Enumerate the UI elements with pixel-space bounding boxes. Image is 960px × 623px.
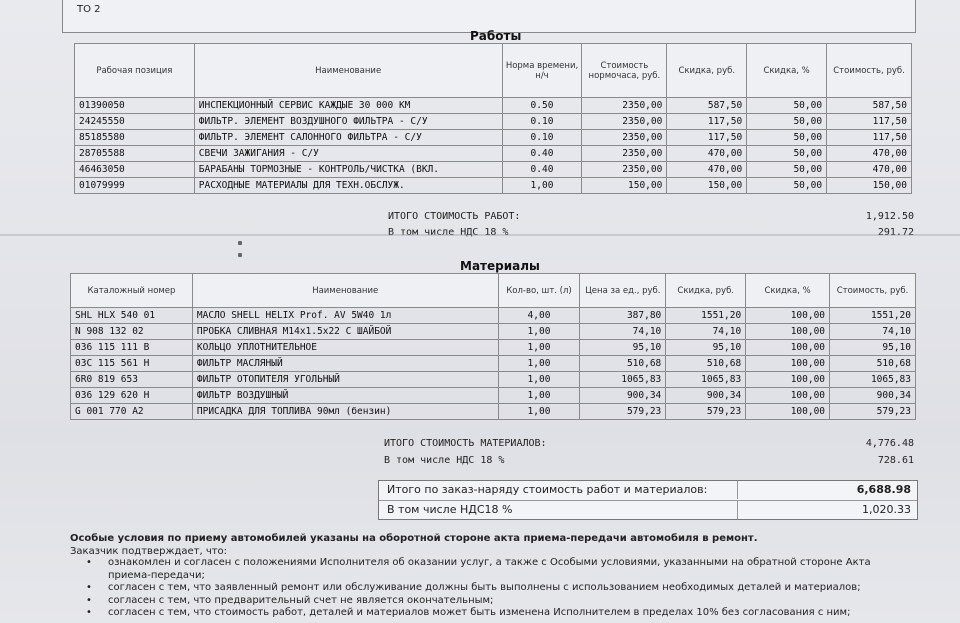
cell: 50,00 xyxy=(747,114,827,130)
table-row xyxy=(75,162,912,178)
cell: 1,00 xyxy=(502,178,582,194)
works-col-rate: Стоимость нормочаса, руб. xyxy=(582,44,667,98)
materials-totals xyxy=(384,438,914,470)
cell: 470,00 xyxy=(827,146,912,162)
cell: 117,50 xyxy=(667,114,747,130)
cell: 1065,83 xyxy=(580,372,666,388)
cell: 95,10 xyxy=(580,340,666,356)
cell: 900,34 xyxy=(830,388,916,404)
cell: БАРАБАНЫ ТОРМОЗНЫЕ - КОНТРОЛЬ/ЧИСТКА (ВКЛ. xyxy=(194,162,502,178)
cell: 50,00 xyxy=(747,98,827,114)
cell: 1,00 xyxy=(498,340,580,356)
table-row xyxy=(71,308,916,324)
table-row xyxy=(71,372,916,388)
cell: 0.10 xyxy=(502,114,582,130)
cell: 01390050 xyxy=(75,98,195,114)
cell: 0.10 xyxy=(502,130,582,146)
cell: 03C 115 561 H xyxy=(71,356,193,372)
list-item: • согласен с тем, что предварительный счет не является окончательным; xyxy=(108,595,940,608)
works-vat-label: В том числе НДС 18 % xyxy=(388,227,509,238)
materials-col-discount-rub: Скидка, руб. xyxy=(666,274,746,308)
cell: 100,00 xyxy=(746,324,830,340)
table-row xyxy=(71,324,916,340)
cell: 2350,00 xyxy=(582,146,667,162)
grand-total-row xyxy=(379,481,917,499)
works-table xyxy=(74,43,912,194)
grand-total-label: Итого по заказ-наряду стоимость работ и материалов: xyxy=(387,483,708,496)
cell: 74,10 xyxy=(580,324,666,340)
cell: ФИЛЬТР ВОЗДУШНЫЙ xyxy=(192,388,498,404)
works-total-value: 1,912.50 xyxy=(865,211,914,222)
special-conditions xyxy=(70,533,940,620)
cell: 100,00 xyxy=(746,404,830,420)
cell: РАСХОДНЫЕ МАТЕРИАЛЫ ДЛЯ ТЕХН.ОБСЛУЖ. xyxy=(194,178,502,194)
cell: 0.40 xyxy=(502,146,582,162)
grand-total-box xyxy=(378,480,918,520)
cell: 150,00 xyxy=(582,178,667,194)
table-row xyxy=(71,404,916,420)
cell: 24245550 xyxy=(75,114,195,130)
cell: КОЛЬЦО УПЛОТНИТЕЛЬНОЕ xyxy=(192,340,498,356)
materials-col-catalog: Каталожный номер xyxy=(71,274,193,308)
cell: 1,00 xyxy=(498,404,580,420)
cell: SHL HLX 540 01 xyxy=(71,308,193,324)
cell: 6R0 819 653 xyxy=(71,372,193,388)
grand-total-value: 6,688.98 xyxy=(737,481,917,499)
cell: 387,80 xyxy=(580,308,666,324)
cell: N 908 132 02 xyxy=(71,324,193,340)
cell: 50,00 xyxy=(747,146,827,162)
cell: 50,00 xyxy=(747,162,827,178)
cell: 2350,00 xyxy=(582,114,667,130)
marker-dot xyxy=(238,253,242,257)
cell: ФИЛЬТР. ЭЛЕМЕНТ САЛОННОГО ФИЛЬТРА - С/У xyxy=(194,130,502,146)
grand-vat-label: В том числе НДС18 % xyxy=(387,503,513,516)
cell: 510,68 xyxy=(830,356,916,372)
table-row xyxy=(75,178,912,194)
cell: 1551,20 xyxy=(666,308,746,324)
cell: 1,00 xyxy=(498,324,580,340)
cell: 470,00 xyxy=(667,162,747,178)
works-col-discount-rub: Скидка, руб. xyxy=(667,44,747,98)
works-col-norm: Норма времени, н/ч xyxy=(502,44,582,98)
table-row xyxy=(75,98,912,114)
paper-fold xyxy=(0,234,960,236)
cell: 510,68 xyxy=(580,356,666,372)
cell: 100,00 xyxy=(746,372,830,388)
works-col-discount-pct: Скидка, % xyxy=(747,44,827,98)
cell: ПРОБКА СЛИВНАЯ M14x1.5x22 С ШАЙБОЙ xyxy=(192,324,498,340)
service-label: ТО 2 xyxy=(77,4,101,15)
cell: 0.40 xyxy=(502,162,582,178)
materials-vat-label: В том числе НДС 18 % xyxy=(384,455,505,466)
cell: 117,50 xyxy=(667,130,747,146)
cell: 0.50 xyxy=(502,98,582,114)
materials-vat-value: 728.61 xyxy=(877,455,914,466)
materials-title: Материалы xyxy=(460,259,540,273)
cell: 50,00 xyxy=(747,178,827,194)
cell: 74,10 xyxy=(830,324,916,340)
cell: ИНСПЕКЦИОННЫЙ СЕРВИС КАЖДЫЕ 30 000 КМ xyxy=(194,98,502,114)
works-col-cost: Стоимость, руб. xyxy=(827,44,912,98)
cell: 587,50 xyxy=(667,98,747,114)
cell: ФИЛЬТР. ЭЛЕМЕНТ ВОЗДУШНОГО ФИЛЬТРА - С/У xyxy=(194,114,502,130)
materials-col-qty: Кол-во, шт. (л) xyxy=(498,274,580,308)
cell: 036 115 111 B xyxy=(71,340,193,356)
cell: 100,00 xyxy=(746,356,830,372)
cell: 85185580 xyxy=(75,130,195,146)
conditions-list xyxy=(70,557,940,620)
cell: 95,10 xyxy=(666,340,746,356)
cell: ПРИСАДКА ДЛЯ ТОПЛИВА 90мл (бензин) xyxy=(192,404,498,420)
cell: 036 129 620 H xyxy=(71,388,193,404)
cell: 74,10 xyxy=(666,324,746,340)
list-item: • согласен с тем, что стоимость работ, деталей и материалов может быть изменена Исполнителем в пределах 10% без согласования с ним; xyxy=(108,607,940,620)
cell: 470,00 xyxy=(667,146,747,162)
materials-col-price: Цена за ед., руб. xyxy=(580,274,666,308)
works-col-position: Рабочая позиция xyxy=(75,44,195,98)
cell: 28705588 xyxy=(75,146,195,162)
cell: G 001 770 A2 xyxy=(71,404,193,420)
works-total-label: ИТОГО СТОИМОСТЬ РАБОТ: xyxy=(388,211,521,222)
cell: 510,68 xyxy=(666,356,746,372)
works-title: Работы xyxy=(470,29,522,43)
cell: 900,34 xyxy=(666,388,746,404)
cell: 1065,83 xyxy=(830,372,916,388)
table-row xyxy=(71,388,916,404)
table-row xyxy=(75,114,912,130)
materials-total-value: 4,776.48 xyxy=(865,438,914,449)
grand-vat-value: 1,020.33 xyxy=(737,501,917,519)
cell: 2350,00 xyxy=(582,162,667,178)
list-item: приема-передачи; xyxy=(108,569,205,581)
cell: 2350,00 xyxy=(582,98,667,114)
cell: 50,00 xyxy=(747,130,827,146)
conditions-heading: Особые условия по приему автомобилей указаны на оборотной стороне акта приема-передачи автомобиля в ремонт. xyxy=(70,533,758,544)
works-totals xyxy=(388,211,914,241)
cell: 579,23 xyxy=(666,404,746,420)
cell: 95,10 xyxy=(830,340,916,356)
cell: ФИЛЬТР ОТОПИТЕЛЯ УГОЛЬНЫЙ xyxy=(192,372,498,388)
marker-dot xyxy=(238,241,242,245)
table-row xyxy=(71,340,916,356)
cell: 1,00 xyxy=(498,372,580,388)
cell: 46463050 xyxy=(75,162,195,178)
cell: 900,34 xyxy=(580,388,666,404)
cell: 1,00 xyxy=(498,356,580,372)
cell: 1,00 xyxy=(498,388,580,404)
materials-table xyxy=(70,273,916,420)
cell: 587,50 xyxy=(827,98,912,114)
cell: ФИЛЬТР МАСЛЯНЫЙ xyxy=(192,356,498,372)
list-item: • согласен с тем, что заявленный ремонт или обслуживание должны быть выполнены с использованием необходимых деталей и материалов; xyxy=(108,582,940,595)
cell: 100,00 xyxy=(746,308,830,324)
cell: 579,23 xyxy=(580,404,666,420)
cell: 117,50 xyxy=(827,130,912,146)
cell: 150,00 xyxy=(667,178,747,194)
conditions-intro: Заказчик подтверждает, что: xyxy=(70,546,228,557)
works-col-name: Наименование xyxy=(194,44,502,98)
cell: 4,00 xyxy=(498,308,580,324)
materials-col-discount-pct: Скидка, % xyxy=(746,274,830,308)
cell: СВЕЧИ ЗАЖИГАНИЯ - С/У xyxy=(194,146,502,162)
cell: МАСЛО SHELL HELIX Prof. AV 5W40 1л xyxy=(192,308,498,324)
grand-vat-row xyxy=(379,500,917,519)
cell: 1065,83 xyxy=(666,372,746,388)
cell: 1551,20 xyxy=(830,308,916,324)
materials-col-cost: Стоимость, руб. xyxy=(830,274,916,308)
cell: 100,00 xyxy=(746,388,830,404)
cell: 117,50 xyxy=(827,114,912,130)
materials-col-name: Наименование xyxy=(192,274,498,308)
table-row xyxy=(75,146,912,162)
cell: 470,00 xyxy=(827,162,912,178)
cell: 2350,00 xyxy=(582,130,667,146)
cell: 150,00 xyxy=(827,178,912,194)
table-row xyxy=(75,130,912,146)
cell: 100,00 xyxy=(746,340,830,356)
table-row xyxy=(71,356,916,372)
cell: 579,23 xyxy=(830,404,916,420)
cell: 01079999 xyxy=(75,178,195,194)
works-vat-value: 291.72 xyxy=(877,227,914,238)
list-item: • ознакомлен и согласен с положениями Исполнителя об оказании услуг, а также с Особыми условиями, указанными на обратной стороне Акта xyxy=(108,557,940,570)
materials-total-label: ИТОГО СТОИМОСТЬ МАТЕРИАЛОВ: xyxy=(384,438,547,449)
